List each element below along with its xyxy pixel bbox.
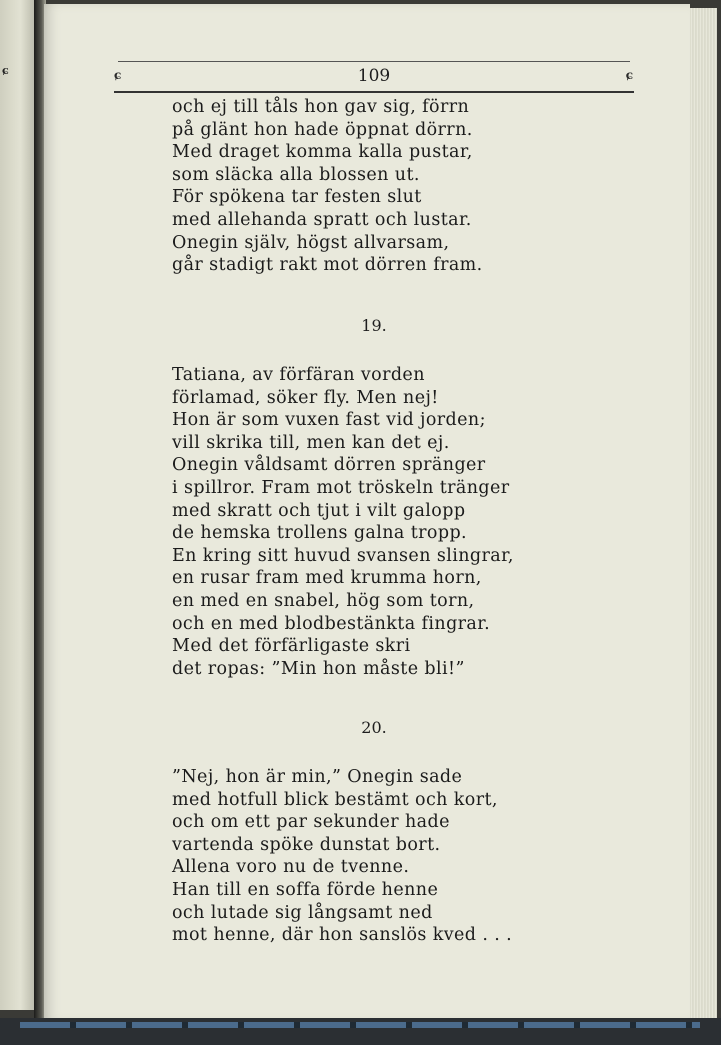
verse-line: en med en snabel, hög som torn,	[172, 590, 475, 611]
scanner-bottom-band	[0, 1018, 721, 1045]
verse-line: med skratt och tjut i vilt galopp	[172, 500, 466, 521]
verse-line: och en med blodbestänkta fingrar.	[172, 613, 491, 634]
verse-line: med allehanda spratt och lustar.	[172, 209, 472, 230]
stanza-19	[172, 364, 552, 680]
verse-line: det ropas: ”Min hon måste bli!”	[172, 658, 465, 679]
verse-line: går stadigt rakt mot dörren fram.	[172, 255, 483, 276]
verse-line: de hemska trollens galna tropp.	[172, 523, 468, 544]
stanza-number-20: 20.	[361, 718, 387, 737]
verse-line: med hotfull blick bestämt och kort,	[172, 789, 498, 810]
verse-line: För spökena tar festen slut	[172, 187, 422, 208]
running-header	[114, 56, 634, 96]
verse-line: En kring sitt huvud svansen slingrar,	[172, 545, 514, 566]
verse-line: i spillror. Fram mot tröskeln tränger	[172, 477, 510, 498]
verse-line: Allena voro nu de tvenne.	[172, 857, 410, 878]
verse-line: Med draget komma kalla pustar,	[172, 142, 473, 163]
verse-line: förlamad, söker fly. Men nej!	[172, 387, 439, 408]
verse-line: vill skrika till, men kan det ej.	[172, 432, 450, 453]
verse-line: en rusar fram med krumma horn,	[172, 568, 482, 589]
left-page-ornament-icon: ɕ	[2, 64, 9, 77]
verse-line: mot henne, där hon sanslös kved . . .	[172, 925, 513, 946]
header-rule-top	[118, 61, 630, 62]
verse-line: som släcka alla blossen ut.	[172, 164, 420, 185]
page-edges	[686, 8, 717, 1020]
verse-line: Han till en soffa förde henne	[172, 879, 439, 900]
verse-line: vartenda spöke dunstat bort.	[172, 834, 441, 855]
verse-line: Onegin våldsamt dörren spränger	[172, 455, 486, 476]
header-ornament-right-icon: ɕ	[625, 68, 632, 82]
verse-line: Onegin själv, högst allvarsam,	[172, 232, 450, 253]
stanza-20	[172, 766, 552, 947]
left-page-edge	[0, 0, 37, 1010]
verse-line: Tatiana, av förfäran vorden	[172, 365, 425, 385]
verse-line: och om ett par sekunder hade	[172, 812, 450, 833]
verse-line: och ej till tåls hon gav sig, förrn	[172, 97, 470, 117]
header-rule-bottom	[114, 91, 634, 93]
verse-line: Hon är som vuxen fast vid jorden;	[172, 410, 486, 431]
page-number: 109	[357, 66, 391, 86]
stanza-number-19: 19.	[361, 316, 387, 335]
bottom-stripe	[20, 1022, 700, 1028]
verse-line: och lutade sig långsamt ned	[172, 902, 433, 923]
header-ornament-left-icon: ɕ	[114, 68, 121, 82]
verse-line: Med det förfärligaste skri	[172, 636, 411, 657]
stanza-18-continued	[172, 96, 552, 277]
verse-line: ”Nej, hon är min,” Onegin sade	[172, 767, 463, 787]
book-page	[44, 4, 690, 1022]
verse-line: på glänt hon hade öppnat dörrn.	[172, 119, 473, 140]
